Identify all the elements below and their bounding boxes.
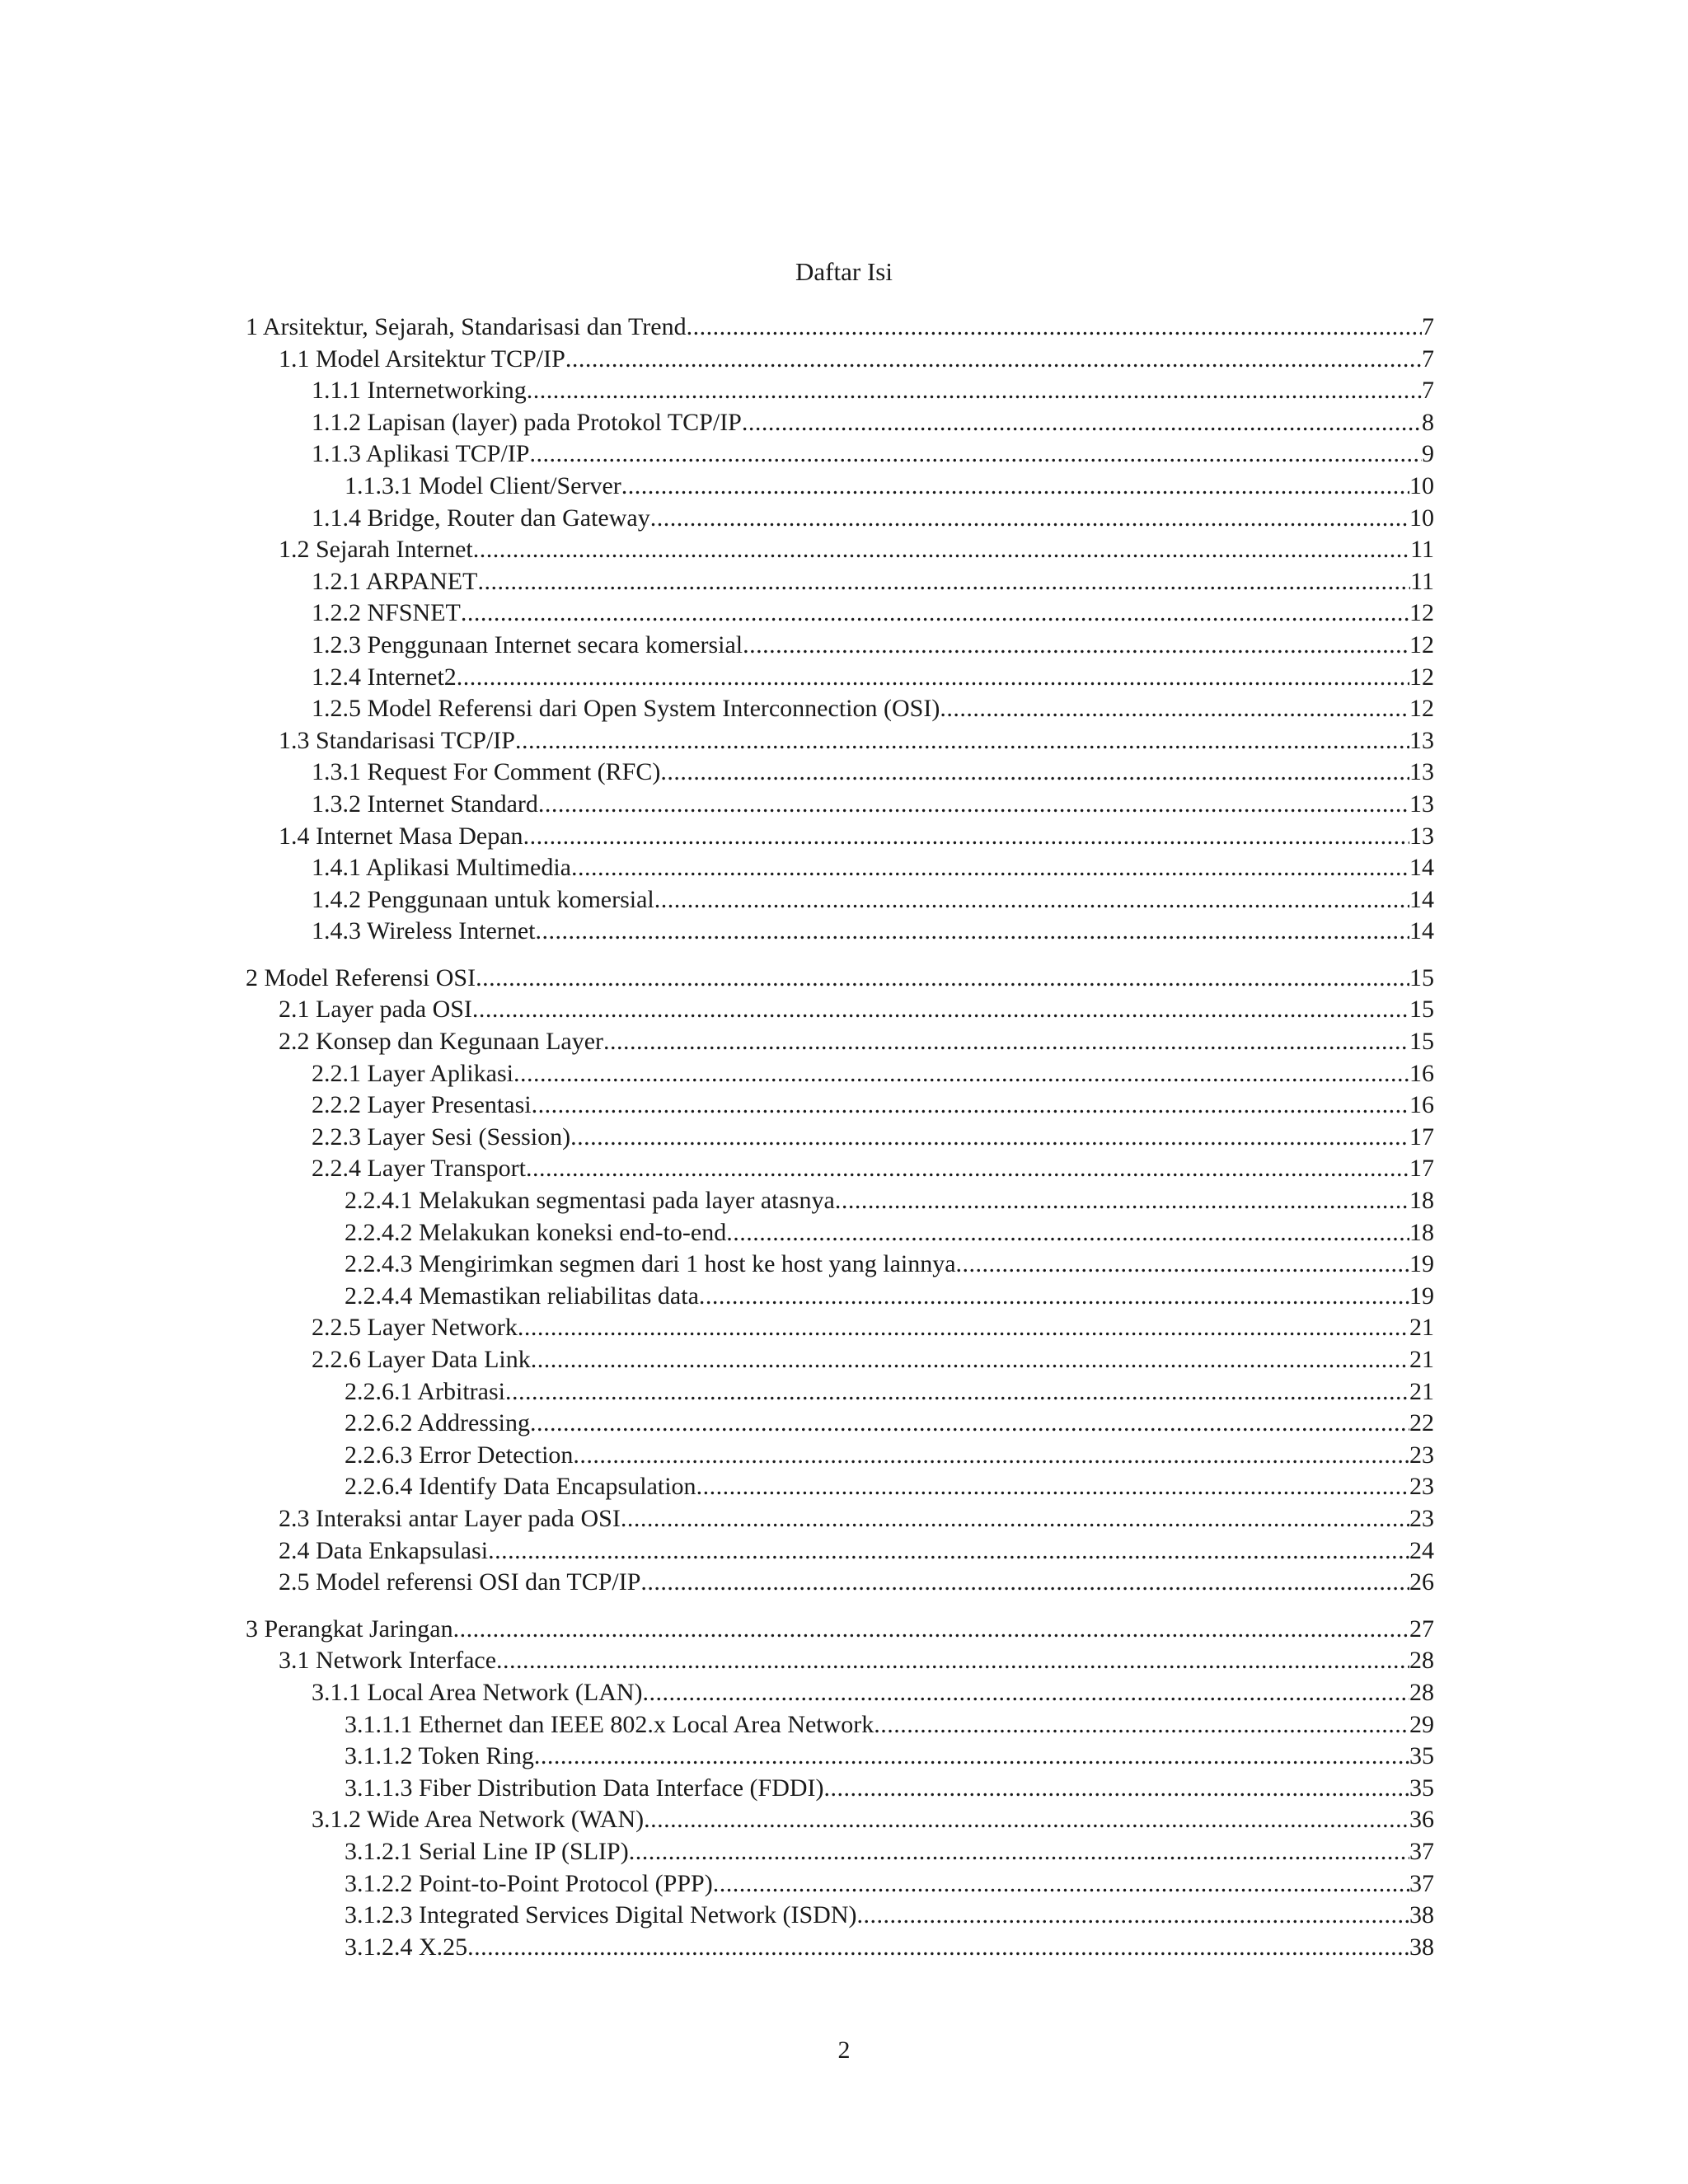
- toc-entry-title: 2.2.5 Layer Network: [312, 1314, 518, 1342]
- toc-entry[interactable]: [246, 1312, 1434, 1344]
- toc-entry[interactable]: [246, 1535, 1434, 1568]
- toc-dot-leader: [573, 1440, 1409, 1472]
- toc-entry-page: 15: [1409, 1028, 1434, 1056]
- toc-entry[interactable]: [246, 312, 1434, 344]
- toc-entry-title: 3.1.1.2 Token Ring: [345, 1742, 534, 1770]
- toc-entry-page: 13: [1409, 822, 1434, 850]
- toc-entry-title: 2.2.6.1 Arbitrasi: [345, 1377, 505, 1405]
- toc-entry-page: 19: [1409, 1250, 1434, 1278]
- toc-entry-title: 1.1.3.1 Model Client/Server: [345, 471, 621, 499]
- toc-entry-title: 1.1.2 Lapisan (layer) pada Protokol TCP/IP: [312, 408, 742, 436]
- toc-dot-leader: [496, 1645, 1409, 1677]
- toc-entry-title: 2.2.3 Layer Sesi (Session): [312, 1122, 571, 1151]
- toc-entry-page: 7: [1422, 377, 1434, 405]
- toc-entry-title: 2.2.6.2 Addressing: [345, 1409, 530, 1437]
- toc-entry-page: 19: [1409, 1282, 1434, 1310]
- toc-entry-page: 14: [1409, 854, 1434, 882]
- toc-dot-leader: [621, 1503, 1409, 1535]
- toc-entry[interactable]: [246, 598, 1434, 630]
- toc-entry-title: 2.2.6 Layer Data Link: [312, 1346, 531, 1373]
- toc-entry-title: 1 Arsitektur, Sejarah, Standarisasi dan Trend: [246, 313, 687, 340]
- toc-entry-title: 2.2.4.2 Melakukan koneksi end-to-end: [345, 1218, 727, 1246]
- toc-entry[interactable]: [246, 1932, 1434, 1964]
- toc-entry-title: 1.4 Internet Masa Depan: [279, 822, 523, 850]
- toc-entry-page: 9: [1422, 440, 1434, 468]
- toc-dot-leader: [687, 312, 1422, 344]
- toc-dot-leader: [453, 1614, 1409, 1646]
- toc-entry-title: 3.1.2 Wide Area Network (WAN): [312, 1806, 645, 1834]
- toc-entry-page: 21: [1409, 1314, 1434, 1342]
- toc-entry-title: 1.4.2 Penggunaan untuk komersial: [312, 885, 654, 913]
- toc-dot-leader: [536, 916, 1410, 948]
- toc-entry-title: 1.3.2 Internet Standard: [312, 790, 538, 818]
- toc-entry-title: 2.2.4.4 Memastikan reliabilitas data: [345, 1282, 699, 1310]
- toc-entry-title: 1.1 Model Arsitektur TCP/IP: [279, 344, 565, 373]
- toc-dot-leader: [457, 662, 1409, 694]
- toc-entry[interactable]: [246, 789, 1434, 821]
- toc-entry-page: 17: [1409, 1155, 1434, 1183]
- toc-dot-leader: [513, 1058, 1409, 1090]
- toc-dot-leader: [654, 884, 1409, 916]
- toc-entry-page: 15: [1409, 996, 1434, 1024]
- toc-entry-title: 3.1.2.2 Point-to-Point Protocol (PPP): [345, 1869, 713, 1897]
- toc-dot-leader: [699, 1281, 1409, 1313]
- toc-entry-page: 24: [1409, 1536, 1434, 1564]
- toc-dot-leader: [644, 1804, 1409, 1836]
- toc-entry-page: 28: [1409, 1647, 1434, 1675]
- toc-entry-page: 38: [1409, 1901, 1434, 1929]
- toc-entry-page: 13: [1409, 758, 1434, 786]
- toc-dot-leader: [488, 1535, 1409, 1568]
- toc-dot-leader: [472, 994, 1409, 1026]
- toc-entry-page: 12: [1409, 599, 1434, 627]
- toc-entry-page: 14: [1409, 885, 1434, 913]
- toc-entry-page: 12: [1409, 695, 1434, 723]
- toc-entry[interactable]: [246, 1217, 1434, 1249]
- toc-dot-leader: [643, 1677, 1409, 1709]
- toc-entry-page: 16: [1409, 1059, 1434, 1087]
- toc-entry[interactable]: [246, 1709, 1434, 1741]
- toc-entry-page: 23: [1409, 1473, 1434, 1501]
- toc-entry[interactable]: [246, 963, 1434, 995]
- toc-entry-title: 2.2.6.3 Error Detection: [345, 1441, 574, 1469]
- toc-entry[interactable]: [246, 662, 1434, 694]
- toc-entry-title: 2 Model Referensi OSI: [246, 963, 476, 991]
- toc-entry-page: 12: [1409, 663, 1434, 691]
- toc-dot-leader: [824, 1773, 1409, 1805]
- toc-dot-leader: [629, 1836, 1409, 1868]
- toc-entry-title: 2.4 Data Enkapsulasi: [279, 1536, 489, 1564]
- toc-entry-page: 21: [1409, 1346, 1434, 1373]
- toc-entry[interactable]: [246, 821, 1434, 853]
- toc-dot-leader: [473, 534, 1410, 566]
- toc-entry[interactable]: [246, 1567, 1434, 1599]
- toc-dot-leader: [650, 503, 1409, 535]
- toc-entry[interactable]: [246, 1058, 1434, 1090]
- toc-entry-title: 2.2.4.3 Mengirimkan segmen dari 1 host ke host yang lainnya: [345, 1250, 956, 1278]
- toc-entry-page: 10: [1409, 471, 1434, 499]
- toc-entry[interactable]: [246, 344, 1434, 376]
- toc-entry-title: 1.2.2 NFSNET: [312, 599, 461, 627]
- toc-entry-title: 1.3.1 Request For Comment (RFC): [312, 758, 661, 786]
- toc-entry-title: 3.1 Network Interface: [279, 1647, 497, 1675]
- toc-entry-page: 14: [1409, 917, 1434, 945]
- toc-entry[interactable]: [246, 1741, 1434, 1773]
- toc-entry-title: 1.1.3 Aplikasi TCP/IP: [312, 440, 530, 468]
- toc-entry-page: 37: [1409, 1869, 1434, 1897]
- toc-entry-page: 12: [1409, 630, 1434, 658]
- toc-entry-title: 3.1.1.3 Fiber Distribution Data Interface (FDDI): [345, 1774, 824, 1802]
- toc-dot-leader: [467, 1932, 1409, 1964]
- toc-entry-title: 2.2.4 Layer Transport: [312, 1155, 526, 1183]
- toc-entry-title: 3.1.2.1 Serial Line IP (SLIP): [345, 1837, 629, 1865]
- toc-entry[interactable]: [246, 725, 1434, 757]
- toc-entry-title: 1.4.1 Aplikasi Multimedia: [312, 854, 571, 882]
- toc-entry[interactable]: [246, 1344, 1434, 1376]
- toc-dot-leader: [477, 566, 1410, 598]
- toc-entry-page: 22: [1409, 1409, 1434, 1437]
- toc-entry-page: 23: [1409, 1504, 1434, 1532]
- toc-dot-leader: [743, 630, 1409, 662]
- toc-dot-leader: [857, 1900, 1409, 1932]
- toc-entry-page: 11: [1410, 567, 1434, 595]
- toc-entry[interactable]: [246, 693, 1434, 725]
- toc-entry[interactable]: [246, 1503, 1434, 1535]
- toc-dot-leader: [531, 1344, 1409, 1376]
- toc-dot-leader: [518, 1312, 1409, 1344]
- toc-dot-leader: [603, 1026, 1409, 1058]
- toc-entry-page: 21: [1409, 1377, 1434, 1405]
- toc-entry-title: 1.2.1 ARPANET: [312, 567, 478, 595]
- toc-dot-leader: [565, 344, 1422, 376]
- toc-entry[interactable]: [246, 1440, 1434, 1472]
- toc-entry[interactable]: [246, 994, 1434, 1026]
- page-title: Daftar Isi: [795, 257, 893, 286]
- toc-entry-title: 3.1.2.3 Integrated Services Digital Network (ISDN): [345, 1901, 857, 1929]
- toc-entry-page: 29: [1409, 1710, 1434, 1738]
- toc-entry-page: 17: [1409, 1122, 1434, 1151]
- toc-entry-title: 2.2 Konsep dan Kegunaan Layer: [279, 1028, 604, 1056]
- toc-entry[interactable]: [246, 1900, 1434, 1932]
- toc-entry-title: 2.2.1 Layer Aplikasi: [312, 1059, 513, 1087]
- toc-entry[interactable]: [246, 1804, 1434, 1836]
- toc-entry-title: 3.1.2.4 X.25: [345, 1933, 468, 1961]
- toc-entry[interactable]: [246, 1026, 1434, 1058]
- toc-entry-page: 18: [1409, 1218, 1434, 1246]
- toc-entry[interactable]: [246, 407, 1434, 439]
- toc-dot-leader: [956, 1249, 1409, 1281]
- toc-entry[interactable]: [246, 916, 1434, 948]
- toc-entry[interactable]: [246, 1090, 1434, 1122]
- toc-entry-page: 35: [1409, 1774, 1434, 1802]
- toc-entry-title: 1.2.5 Model Referensi dari Open System Interconnection (OSI): [312, 695, 940, 723]
- toc-entry-title: 2.3 Interaksi antar Layer pada OSI: [279, 1504, 621, 1532]
- toc-entry-page: 36: [1409, 1806, 1434, 1834]
- toc-dot-leader: [461, 598, 1409, 630]
- toc-entry-page: 18: [1409, 1187, 1434, 1215]
- toc-entry[interactable]: [246, 1153, 1434, 1185]
- toc-entry-title: 3.1.1 Local Area Network (LAN): [312, 1678, 643, 1706]
- toc-entry-title: 1.3 Standarisasi TCP/IP: [279, 726, 515, 754]
- toc-entry-page: 13: [1409, 726, 1434, 754]
- toc-entry[interactable]: [246, 503, 1434, 535]
- toc-dot-leader: [621, 471, 1409, 503]
- toc-entry[interactable]: [246, 566, 1434, 598]
- toc-dot-leader: [523, 821, 1409, 853]
- toc-dot-leader: [505, 1376, 1409, 1408]
- toc-entry[interactable]: [246, 471, 1434, 503]
- toc-entry-page: 7: [1422, 313, 1434, 340]
- toc-dot-leader: [530, 438, 1423, 471]
- toc-entry[interactable]: [246, 1868, 1434, 1900]
- toc-entry-title: 2.5 Model referensi OSI dan TCP/IP: [279, 1568, 641, 1596]
- toc-entry-page: 11: [1410, 536, 1434, 564]
- toc-entry-title: 2.2.2 Layer Presentasi: [312, 1091, 532, 1119]
- toc-entry-title: 1.2 Sejarah Internet: [279, 536, 473, 564]
- table-of-contents: [246, 312, 1434, 1963]
- toc-entry[interactable]: [246, 1408, 1434, 1440]
- toc-dot-leader: [534, 1741, 1409, 1773]
- toc-entry-page: 38: [1409, 1933, 1434, 1961]
- toc-entry[interactable]: [246, 630, 1434, 662]
- toc-entry[interactable]: [246, 534, 1434, 566]
- toc-entry[interactable]: [246, 438, 1434, 471]
- toc-entry[interactable]: [246, 1471, 1434, 1503]
- toc-entry[interactable]: [246, 1249, 1434, 1281]
- toc-entry-page: 8: [1422, 408, 1434, 436]
- toc-dot-leader: [538, 789, 1409, 821]
- toc-entry-page: 26: [1409, 1568, 1434, 1596]
- toc-entry-page: 10: [1409, 504, 1434, 532]
- toc-entry-title: 3 Perangkat Jaringan: [246, 1615, 453, 1643]
- toc-dot-leader: [527, 375, 1422, 407]
- toc-dot-leader: [713, 1868, 1409, 1900]
- toc-entry-title: 2.1 Layer pada OSI: [279, 996, 472, 1024]
- toc-dot-leader: [696, 1471, 1409, 1503]
- toc-entry-page: 27: [1409, 1615, 1434, 1643]
- toc-dot-leader: [570, 1122, 1409, 1154]
- toc-entry[interactable]: [246, 1122, 1434, 1154]
- toc-entry-title: 1.4.3 Wireless Internet: [312, 917, 536, 945]
- toc-entry-page: 16: [1409, 1091, 1434, 1119]
- toc-dot-leader: [571, 852, 1409, 884]
- toc-entry[interactable]: [246, 375, 1434, 407]
- toc-entry-page: 23: [1409, 1441, 1434, 1469]
- toc-dot-leader: [742, 407, 1422, 439]
- toc-entry[interactable]: [246, 1281, 1434, 1313]
- toc-entry-title: 3.1.1.1 Ethernet dan IEEE 802.x Local Area Network: [345, 1710, 874, 1738]
- toc-entry-title: 1.1.4 Bridge, Router dan Gateway: [312, 504, 650, 532]
- page-number: 2: [837, 2036, 851, 2064]
- toc-entry[interactable]: [246, 1614, 1434, 1646]
- toc-entry-title: 2.2.6.4 Identify Data Encapsulation: [345, 1473, 696, 1501]
- toc-dot-leader: [874, 1709, 1409, 1741]
- toc-dot-leader: [940, 693, 1409, 725]
- toc-entry[interactable]: [246, 852, 1434, 884]
- toc-entry-page: 37: [1409, 1837, 1434, 1865]
- toc-entry[interactable]: [246, 884, 1434, 916]
- toc-entry-title: 1.2.4 Internet2: [312, 663, 457, 691]
- toc-entry[interactable]: [246, 1836, 1434, 1868]
- toc-entry-title: 2.2.4.1 Melakukan segmentasi pada layer atasnya: [345, 1187, 835, 1215]
- toc-entry-title: 1.1.1 Internetworking: [312, 377, 527, 405]
- toc-dot-leader: [530, 1408, 1409, 1440]
- toc-entry[interactable]: [246, 757, 1434, 789]
- toc-entry-page: 28: [1409, 1678, 1434, 1706]
- toc-entry-title: 1.2.3 Penggunaan Internet secara komersial: [312, 630, 743, 658]
- toc-entry[interactable]: [246, 1185, 1434, 1217]
- toc-entry[interactable]: [246, 1677, 1434, 1709]
- toc-dot-leader: [532, 1090, 1409, 1122]
- toc-dot-leader: [726, 1217, 1409, 1249]
- toc-entry[interactable]: [246, 1376, 1434, 1408]
- toc-entry[interactable]: [246, 1645, 1434, 1677]
- toc-entry-page: 15: [1409, 963, 1434, 991]
- toc-dot-leader: [476, 963, 1409, 995]
- toc-entry[interactable]: [246, 1773, 1434, 1805]
- toc-dot-leader: [640, 1567, 1409, 1599]
- toc-dot-leader: [515, 725, 1409, 757]
- toc-entry-page: 35: [1409, 1742, 1434, 1770]
- toc-dot-leader: [526, 1153, 1409, 1185]
- toc-entry-page: 7: [1422, 344, 1434, 373]
- toc-entry-page: 13: [1409, 790, 1434, 818]
- toc-dot-leader: [660, 757, 1409, 789]
- toc-dot-leader: [835, 1185, 1409, 1217]
